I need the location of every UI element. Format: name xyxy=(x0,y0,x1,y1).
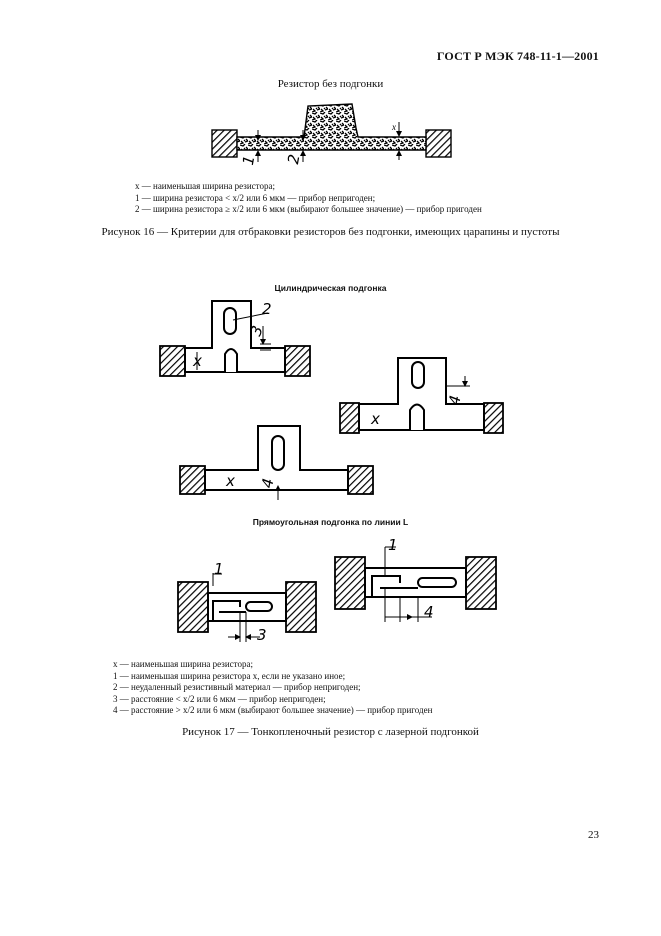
callout-4-cyl-c: 4 xyxy=(258,476,278,490)
fig17-cyl-b xyxy=(340,358,503,433)
callout-x-cyl-a: x xyxy=(193,352,202,370)
callout-2-cyl: 2 xyxy=(262,300,272,318)
callout-4-cyl-b: 4 xyxy=(445,393,465,407)
fig17-rect-b xyxy=(335,536,496,622)
callout-1-rect-a: 1 xyxy=(214,560,224,578)
callout-x-cyl-c: x xyxy=(226,472,235,490)
fig17-subhead-cylindrical: Цилиндрическая подгонка xyxy=(274,283,387,293)
callout-4-rect-b: 4 xyxy=(424,603,434,621)
terminal-left xyxy=(212,130,237,157)
fig16-title: Резистор без подгонки xyxy=(277,78,384,90)
callout-1-rect-b: 1 xyxy=(388,536,398,554)
page-number: 23 xyxy=(588,829,599,841)
terminal-right xyxy=(426,130,451,157)
fig17-cyl-a xyxy=(160,300,310,376)
legend-item: 1 — наименьшая ширина резистора x, если не указано иное; xyxy=(113,670,346,681)
fig17-caption: Рисунок 17 — Тонкопленочный резистор с лазерной подгонкой xyxy=(182,726,479,738)
legend-item: x — наименьшая ширина резистора; xyxy=(113,659,253,669)
legend-item: 4 — расстояние > x/2 или 6 мкм (выбирают большее значение) — прибор пригоден xyxy=(113,705,433,715)
callout-1: 1 xyxy=(238,154,259,167)
fig17-legend xyxy=(113,659,432,717)
callout-x-cyl-b: x xyxy=(371,410,380,428)
fig17-cyl-c xyxy=(180,426,373,500)
resistor-film xyxy=(237,104,426,150)
legend-item: 2 — неудаленный резистивный материал — прибор непригоден; xyxy=(113,682,361,692)
callout-2: 2 xyxy=(284,152,304,166)
fig17-rect-a xyxy=(178,560,316,644)
callout-x: x xyxy=(392,122,396,132)
fig16-diagram xyxy=(212,104,451,167)
callout-3-cyl: 3 xyxy=(246,323,267,339)
legend-item: 1 — ширина резистора < x/2 или 6 мкм — прибор непригоден; xyxy=(135,192,376,203)
legend-item: 3 — расстояние < x/2 или 6 мкм — прибор непригоден; xyxy=(113,693,326,704)
fig17-subhead-rect: Прямоугольная подгонка по линии L xyxy=(252,517,409,527)
fig16-caption: Рисунок 16 — Критерии для отбраковки резисторов без подгонки, имеющих царапины и пустоты xyxy=(101,226,560,238)
legend-item: 2 — ширина резистора ≥ x/2 или 6 мкм (выбирают большее значение) — прибор пригоден xyxy=(135,204,482,214)
legend-item: x — наименьшая ширина резистора; xyxy=(135,181,275,191)
fig16-legend xyxy=(135,181,482,216)
callout-3-rect-a: 3 xyxy=(257,626,267,644)
document-header: ГОСТ Р МЭК 748-11-1—2001 xyxy=(436,49,599,63)
